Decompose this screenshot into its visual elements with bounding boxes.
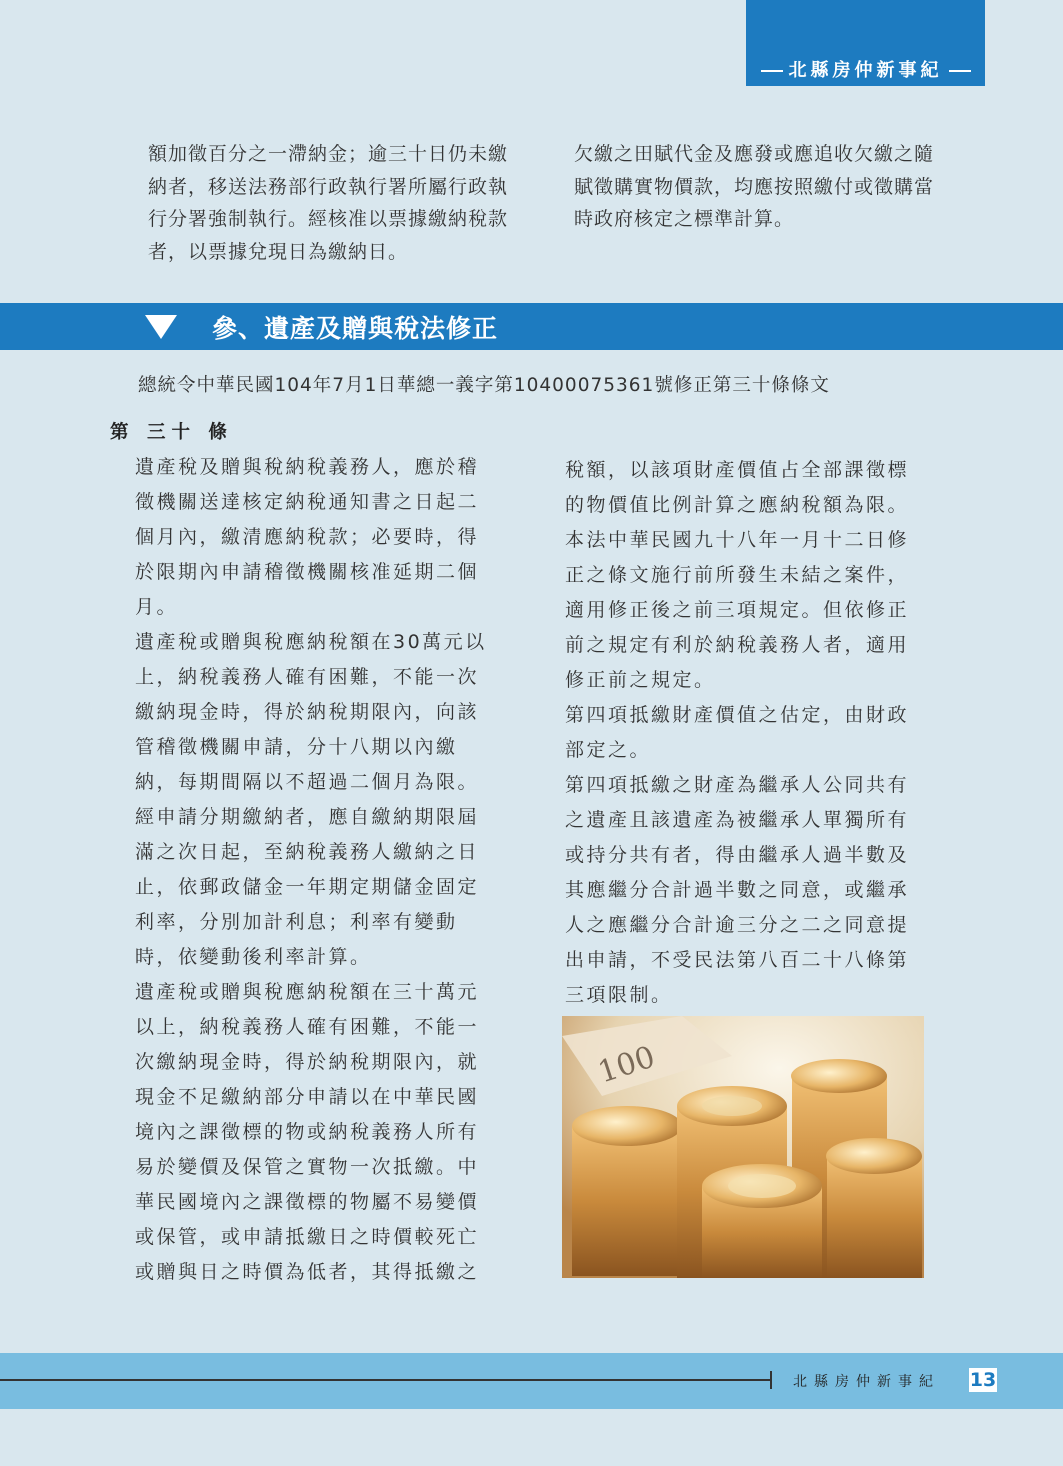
text-line: 之遺產且該遺產為被繼承人單獨所有 (565, 809, 910, 831)
text-line: 時政府核定之標準計算。 (574, 208, 795, 230)
footer-band (0, 1353, 1063, 1409)
coin-stack-front (702, 1164, 822, 1278)
text-line: 滿之次日起，至納稅義務人繳納之日 (135, 841, 480, 863)
law-paragraph (135, 975, 515, 1290)
text-line: 易於變價及保管之實物一次抵繳。中 (135, 1156, 480, 1178)
text-line: 部定之。 (565, 739, 652, 761)
right-column (565, 453, 945, 1013)
coin-stack-left (572, 1106, 682, 1276)
law-paragraph (565, 768, 945, 1013)
text-line: 第四項抵繳之財產為繼承人公同共有 (565, 774, 910, 796)
text-line: 月。 (135, 596, 179, 618)
footer-rule (0, 1379, 770, 1381)
text-line: 遺產稅或贈與稅應納稅額在30萬元以 (135, 631, 487, 653)
decree-line: 總統令中華民國104年7月1日華總一義字第10400075361號修正第三十條條文 (138, 375, 830, 396)
text-line: 第四項抵繳財產價值之估定，由財政 (565, 704, 910, 726)
text-line: 華民國境內之課徵標的物屬不易變價 (135, 1191, 480, 1213)
text-line: 或贈與日之時價為低者，其得抵繳之 (135, 1261, 480, 1283)
text-line: 上，納稅義務人確有困難，不能一次 (135, 666, 480, 688)
section-title: 參、遺產及贈與稅法修正 (212, 314, 499, 343)
text-line: 徵機關送達核定納稅通知書之日起二 (135, 491, 480, 513)
text-line: 的物價值比例計算之應納稅額為限。 (565, 494, 910, 516)
text-line: 次繳納現金時，得於納稅期限內，就 (135, 1051, 480, 1073)
text-line: 境內之課徵標的物或納稅義務人所有 (135, 1121, 480, 1143)
law-paragraph (135, 625, 515, 800)
text-line: 遺產稅或贈與稅應納稅額在三十萬元 (135, 981, 480, 1003)
law-paragraph (565, 698, 945, 768)
text-line: 納者，移送法務部行政執行署所屬行政執 (148, 175, 509, 198)
coin-stack-front-right (826, 1138, 922, 1278)
top-right-paragraph (574, 138, 934, 236)
coins-photo (562, 1016, 924, 1278)
text-line: 出申請，不受民法第八百二十八條第 (565, 949, 910, 971)
law-paragraph (565, 453, 945, 523)
text-line: 經申請分期繳納者，應自繳納期限屆 (135, 806, 480, 828)
top-left-paragraph (148, 138, 508, 268)
text-line: 納，每期間隔以不超過二個月為限。 (135, 771, 480, 793)
header-magazine-title: 北縣房仲新事紀 (746, 56, 985, 82)
law-paragraph (135, 450, 515, 625)
text-line: 前之規定有利於納稅義務人者，適用 (565, 634, 910, 656)
text-line: 遺產稅及贈與稅納稅義務人，應於稽 (135, 456, 480, 478)
text-line: 其應繼分合計過半數之同意，或繼承 (565, 879, 910, 901)
text-line: 於限期內申請稽徵機關核准延期二個 (135, 561, 480, 583)
text-line: 繳納現金時，得於納稅期限內，向該 (135, 701, 480, 723)
text-line: 人之應繼分合計逾三分之二之同意提 (565, 914, 910, 936)
text-line: 或保管，或申請抵繳日之時價較死亡 (135, 1226, 480, 1248)
text-line: 個月內，繳清應納稅款；必要時，得 (135, 526, 480, 548)
text-line: 稅額，以該項財產價值占全部課徵標 (565, 459, 910, 481)
footer-magazine-title: 北縣房仲新事紀 (793, 1374, 940, 1390)
text-line: 欠繳之田賦代金及應發或應追收欠繳之隨 (574, 143, 935, 165)
law-paragraph (135, 800, 515, 975)
text-line: 止，依郵政儲金一年期定期儲金固定 (135, 876, 480, 898)
text-line: 行分署強制執行。經核准以票據繳納稅款 (148, 208, 509, 230)
text-line: 者，以票據兌現日為繳納日。 (148, 240, 409, 263)
text-line: 賦徵購實物價款，均應按照繳付或徵購當 (574, 175, 935, 198)
text-line: 以上，納稅義務人確有困難，不能一 (135, 1016, 480, 1038)
banknote-number: 100 (593, 1039, 660, 1091)
triangle-down-icon (145, 315, 177, 339)
text-line: 額加徵百分之一滯納金；逾三十日仍未繳 (148, 143, 509, 165)
text-line: 時，依變動後利率計算。 (135, 946, 372, 968)
text-line: 修正前之規定。 (565, 669, 716, 691)
text-line: 利率，分別加計利息；利率有變動 (135, 911, 458, 933)
text-line: 正之條文施行前所發生未結之案件， (565, 564, 910, 586)
header-tab (746, 0, 985, 86)
article-heading: 第 三十 條 (110, 422, 233, 443)
left-column (135, 450, 515, 1290)
text-line: 管稽徵機關申請，分十八期以內繳 (135, 736, 458, 758)
text-line: 三項限制。 (565, 984, 673, 1006)
text-line: 現金不足繳納部分申請以在中華民國 (135, 1086, 480, 1108)
text-line: 本法中華民國九十八年一月十二日修 (565, 529, 910, 551)
text-line: 或持分共有者，得由繼承人過半數及 (565, 844, 910, 866)
page-number: 13 (969, 1369, 997, 1391)
text-line: 適用修正後之前三項規定。但依修正 (565, 599, 910, 621)
coins-illustration (562, 1016, 924, 1278)
footer-rule-tick (770, 1371, 772, 1389)
law-paragraph (565, 523, 945, 698)
section-header-band (0, 303, 1063, 350)
